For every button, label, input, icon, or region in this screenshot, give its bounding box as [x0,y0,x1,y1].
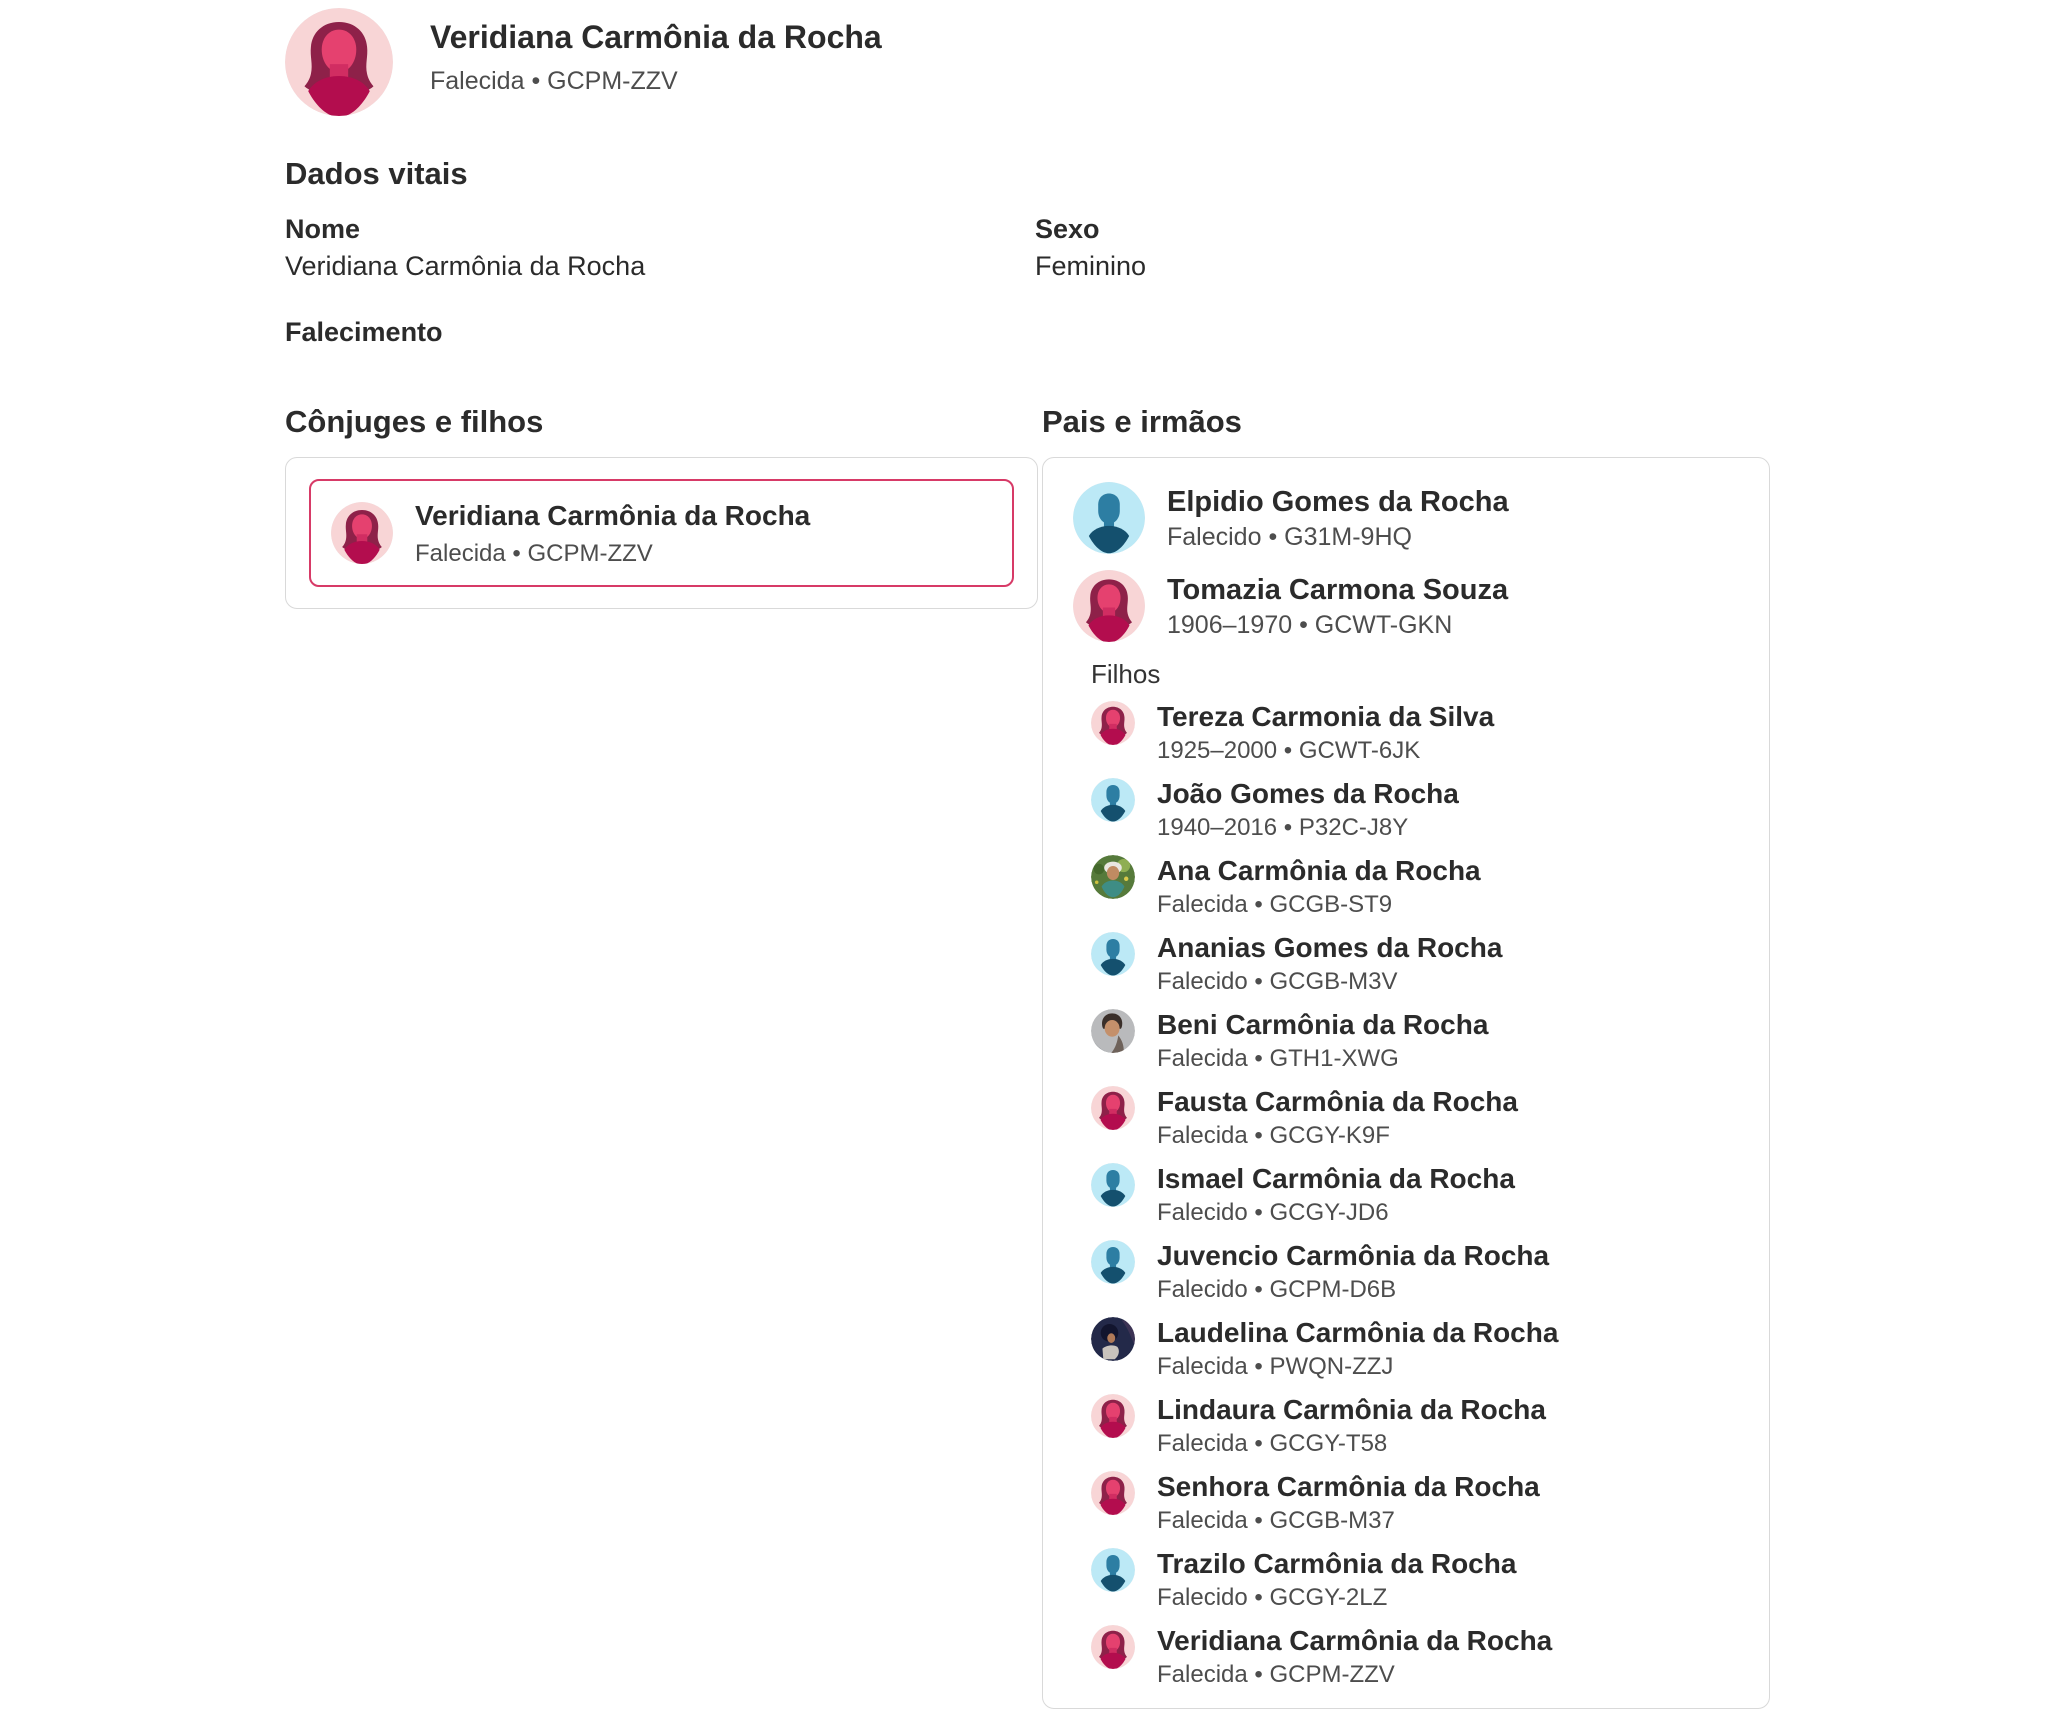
vital-sex-value: Feminino [1035,251,1147,281]
person-text [1157,1007,1488,1075]
person-avatar female-avatar-icon [1091,701,1135,745]
vital-field-sex [1035,212,1146,283]
children-list [1073,699,1743,1691]
person-avatar male-avatar-icon [1091,1548,1135,1592]
person-text [1157,1546,1516,1614]
vital-name-label: Nome [285,214,361,244]
person-name: Lindaura Carmônia da Rocha [1157,1394,1546,1425]
person-avatar female-avatar-icon [1091,1394,1135,1438]
person-text [1157,853,1481,921]
sibling-row[interactable] [1091,776,1743,844]
vital-death-label: Falecimento [285,317,443,347]
spouses-section-title: Cônjuges e filhos [285,404,544,439]
person-name: Laudelina Carmônia da Rocha [1157,1317,1559,1348]
vitals-section-title: Dados vitais [285,156,468,191]
sibling-row[interactable] [1091,1623,1743,1691]
person-text [1157,1392,1546,1460]
sibling-row[interactable] [1091,1238,1743,1306]
person-name: João Gomes da Rocha [1157,778,1459,809]
person-name: Ana Carmônia da Rocha [1157,855,1481,886]
person-avatar male-avatar-icon [1073,482,1145,554]
person-text [1157,1161,1515,1229]
person-avatar female-avatar-icon [331,502,393,564]
person-avatar male-avatar-icon [1091,1163,1135,1207]
person-name: Veridiana Carmônia da Rocha [1157,1625,1553,1656]
parents-section-title: Pais e irmãos [1042,404,1242,439]
person-name: Tomazia Carmona Souza [1167,573,1509,606]
sibling-row[interactable] [1091,930,1743,998]
person-text [1167,483,1509,554]
person-avatar female-avatar-icon [1091,1086,1135,1130]
person-details: Falecido • GCGY-2LZ [1157,1584,1388,1611]
person-name: Fausta Carmônia da Rocha [1157,1086,1518,1117]
person-details: Falecida • GCGB-ST9 [1157,891,1393,918]
person-avatar photo-laudelina-avatar-icon [1091,1317,1135,1361]
person-details: Falecido • GCGY-JD6 [1157,1199,1389,1226]
parents-siblings-card [1042,457,1770,1709]
profile-header [430,16,882,96]
person-avatar female-avatar-icon [1073,570,1145,642]
person-avatar photo-beni-avatar-icon [1091,1009,1135,1053]
person-details: 1925–2000 • GCWT-6JK [1157,737,1421,764]
parent-row[interactable] [1073,570,1743,642]
page-title: Veridiana Carmônia da Rocha [430,19,882,55]
sibling-row[interactable] [1091,1007,1743,1075]
person-text [1157,1238,1549,1306]
sibling-row[interactable] [1091,853,1743,921]
person-text [1167,571,1508,642]
vital-name-value: Veridiana Carmônia da Rocha [285,251,646,281]
person-details: Falecida • GCPM-ZZV [415,539,653,567]
person-text [1157,776,1459,844]
person-name: Trazilo Carmônia da Rocha [1157,1548,1517,1579]
person-details: Falecida • GCGY-K9F [1157,1122,1390,1149]
selected-person-card[interactable] [309,479,1014,587]
person-avatar female-avatar-icon [1091,1625,1135,1669]
person-details: Falecido • G31M-9HQ [1167,522,1412,551]
vital-field-name [285,212,645,283]
person-avatar male-avatar-icon [1091,932,1135,976]
profile-avatar female-avatar-icon[interactable] [285,8,393,116]
vital-sex-label: Sexo [1035,214,1100,244]
person-details: Falecido • GCPM-D6B [1157,1276,1397,1303]
selected-person-text [415,499,810,568]
person-text [1157,930,1502,998]
person-details: 1906–1970 • GCWT-GKN [1167,610,1453,639]
vital-field-death [285,315,443,352]
person-details: 1940–2016 • P32C-J8Y [1157,814,1409,841]
person-details: Falecido • GCGB-M3V [1157,968,1398,995]
sibling-row[interactable] [1091,699,1743,767]
person-avatar male-avatar-icon [1091,1240,1135,1284]
parent-row[interactable] [1073,482,1743,554]
person-text [1157,1469,1540,1537]
person-name: Veridiana Carmônia da Rocha [415,499,811,531]
person-details: Falecida • PWQN-ZZJ [1157,1353,1394,1380]
person-name: Elpidio Gomes da Rocha [1167,485,1509,518]
person-details: Falecida • GTH1-XWG [1157,1045,1399,1072]
sibling-row[interactable] [1091,1084,1743,1152]
sibling-row[interactable] [1091,1315,1743,1383]
person-avatar male-avatar-icon [1091,778,1135,822]
person-name: Ismael Carmônia da Rocha [1157,1163,1515,1194]
spouses-children-card [285,457,1038,609]
sibling-row[interactable] [1091,1469,1743,1537]
person-name: Senhora Carmônia da Rocha [1157,1471,1540,1502]
sibling-row[interactable] [1091,1392,1743,1460]
person-text [1157,1315,1558,1383]
person-name: Juvencio Carmônia da Rocha [1157,1240,1550,1271]
person-details: Falecida • GCPM-ZZV [1157,1661,1395,1688]
person-text [1157,699,1494,767]
children-list-label: Filhos [1091,659,1161,689]
parents-list [1073,482,1743,642]
profile-status-id: Falecida • GCPM-ZZV [430,67,678,95]
sibling-row[interactable] [1091,1161,1743,1229]
person-details: Falecida • GCGB-M37 [1157,1507,1395,1534]
person-avatar female-avatar-icon [1091,1471,1135,1515]
sibling-row[interactable] [1091,1546,1743,1614]
person-name: Ananias Gomes da Rocha [1157,932,1503,963]
person-text [1157,1084,1518,1152]
person-avatar photo-ana-avatar-icon [1091,855,1135,899]
person-name: Tereza Carmonia da Silva [1157,701,1495,732]
person-details: Falecida • GCGY-T58 [1157,1430,1388,1457]
person-text [1157,1623,1552,1691]
person-name: Beni Carmônia da Rocha [1157,1009,1489,1040]
